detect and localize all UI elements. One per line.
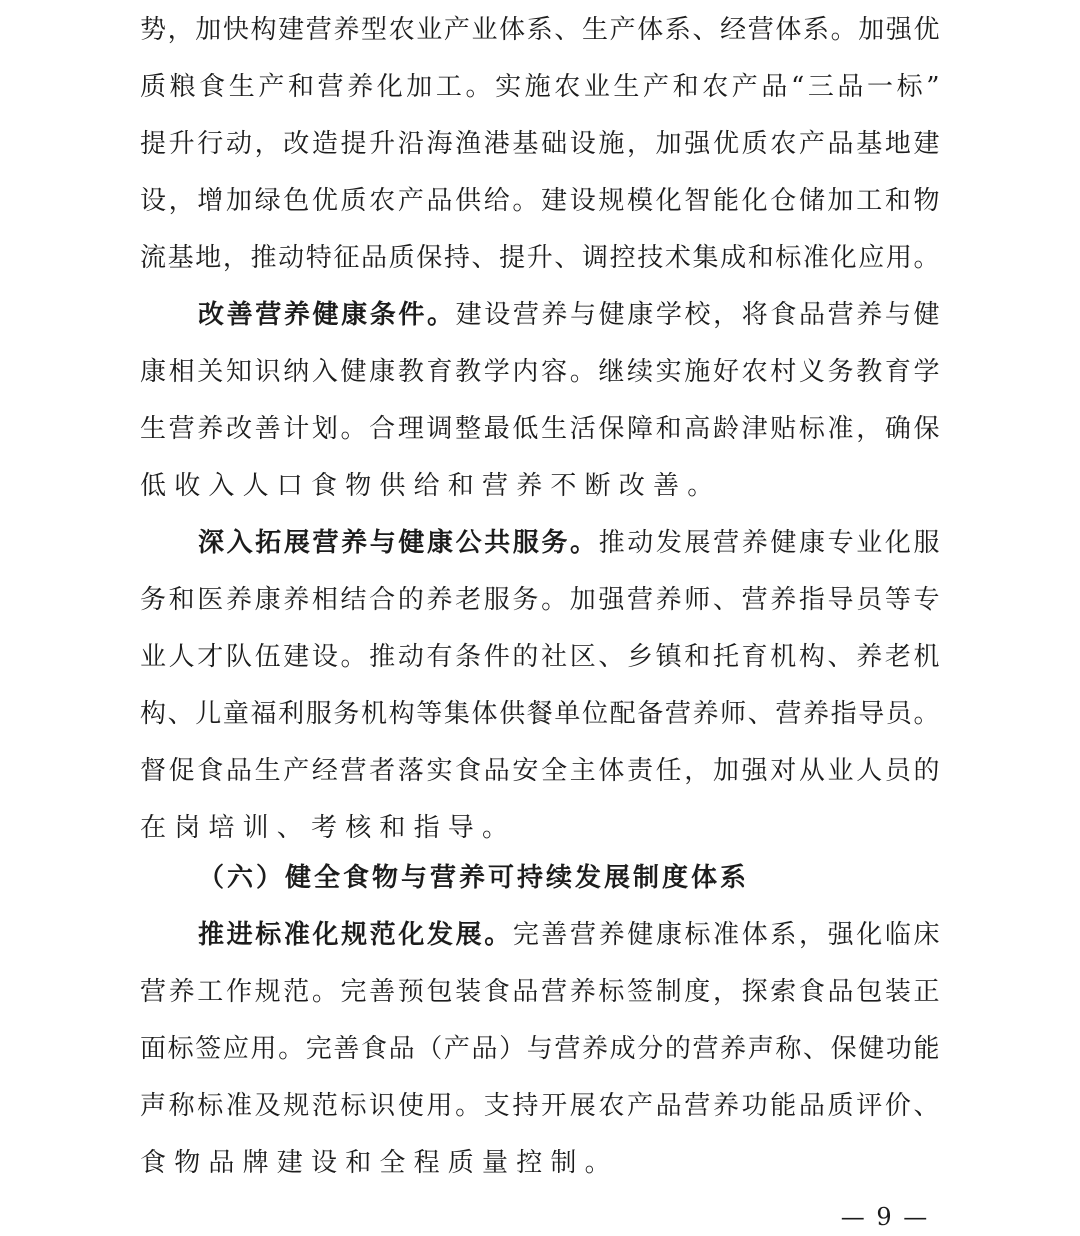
paragraph-first-line: [198, 295, 940, 335]
body-text: 建设营养与健康学校，将食品营养与健: [455, 300, 940, 330]
body-text-line: 生营养改善计划。合理调整最低生活保障和高龄津贴标准，确保: [140, 414, 940, 444]
paragraph-first-line: [198, 915, 940, 955]
body-text-line: 督促食品生产经营者落实食品安全主体责任，加强对从业人员的: [140, 756, 940, 786]
body-text-line: 构、儿童福利服务机构等集体供餐单位配备营养师、营养指导员。: [140, 699, 940, 729]
body-text-line: 康相关知识纳入健康教育教学内容。继续实施好农村义务教育学: [140, 357, 940, 387]
paragraph-lead-heading: 改善营养健康条件。: [198, 300, 456, 330]
paragraph-first-line: [198, 523, 940, 563]
body-text-line: 低收入人口食物供给和营养不断改善。: [140, 471, 722, 501]
body-text-line: 营养工作规范。完善预包装食品营养标签制度，探索食品包装正: [140, 977, 940, 1007]
body-text: 完善营养健康标准体系，强化临床: [512, 920, 940, 950]
paragraph-lead-heading: 深入拓展营养与健康公共服务。: [198, 528, 599, 558]
body-text-line: 务和医养康养相结合的养老服务。加强营养师、营养指导员等专: [140, 585, 940, 615]
paragraph-lead-heading: 推进标准化规范化发展。: [198, 920, 513, 950]
body-text-line: 势，加快构建营养型农业产业体系、生产体系、经营体系。加强优: [140, 15, 940, 45]
body-text: 推动发展营养健康专业化服: [598, 528, 940, 558]
body-text-line: 食物品牌建设和全程质量控制。: [140, 1148, 619, 1178]
body-text-line: 业人才队伍建设。推动有条件的社区、乡镇和托育机构、养老机: [140, 642, 940, 672]
body-text-line: 设，增加绿色优质农产品供给。建设规模化智能化仓储加工和物: [140, 186, 940, 216]
body-text-line: 面标签应用。完善食品（产品）与营养成分的营养声称、保健功能: [140, 1034, 940, 1064]
body-text-line: 提升行动，改造提升沿海渔港基础设施，加强优质农产品基地建: [140, 129, 940, 159]
page-number: — 9 —: [840, 1203, 930, 1231]
body-text-line: 质粮食生产和营养化加工。实施农业生产和农产品“三品一标”: [140, 72, 940, 102]
section-heading: （六）健全食物与营养可持续发展制度体系: [198, 863, 750, 893]
body-text-line: 声称标准及规范标识使用。支持开展农产品营养功能品质评价、: [140, 1091, 940, 1121]
body-text-line: 流基地，推动特征品质保持、提升、调控技术集成和标准化应用。: [140, 243, 940, 273]
body-text-line: 在岗培训、考核和指导。: [140, 813, 517, 843]
